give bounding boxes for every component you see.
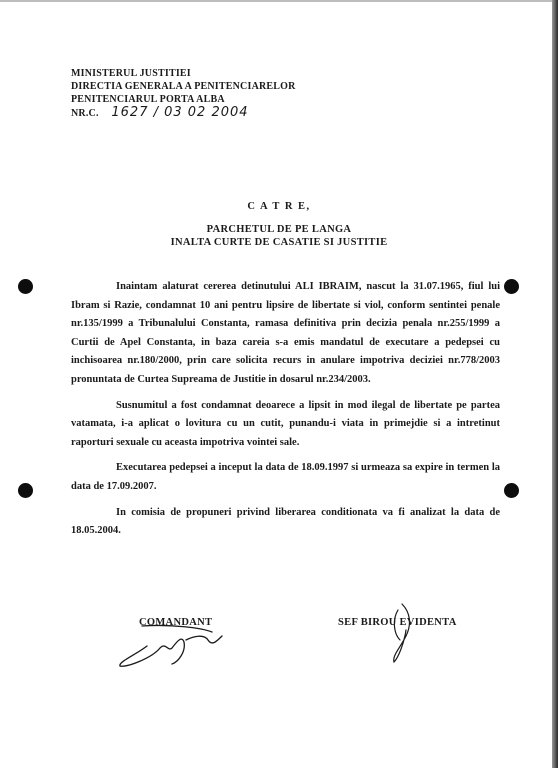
ministry-name: MINISTERUL JUSTITIEI bbox=[71, 68, 191, 79]
commander-signature bbox=[112, 618, 242, 678]
recipient-line-1: PARCHETUL DE PE LANGA bbox=[206, 224, 352, 235]
registration-label: NR.C. bbox=[71, 108, 99, 119]
punch-hole-bottom-left bbox=[18, 483, 33, 498]
body-paragraph: Executarea pedepsei a inceput la data de 18.09.1997 si urmeaza sa expire in termen la data de 17.09.2007. bbox=[71, 462, 500, 492]
commander-title: COMANDANT bbox=[139, 617, 213, 628]
punch-hole-top-right bbox=[504, 279, 519, 294]
body-paragraph: Inaintam alaturat cererea detinutului ALI IBRAIM, nascut la 31.07.1965, fiul lui Ibram si Razie, condamnat 10 ani pentru lipsire de libertate si viol, conform sentintei penale nr.135/1999 a Tribunalului Constanta, ramasa definitiva prin decizia penala nr.255/1999 a Curtii de Apel Constanta, in baza careia s-a emis mandatul de executare a pedepsei cu inchisoarea nr.180/2000, prin care solicita recurs in anulare impotriva deciziei nr.778/2003 pronuntata de Curtea Supreama de Justitie in dosarul nr.234/2003. bbox=[71, 281, 500, 385]
registration-number bbox=[71, 106, 296, 119]
directorate-name: DIRECTIA GENERALA A PENITENCIARELOR bbox=[71, 81, 296, 92]
letterhead bbox=[71, 67, 296, 119]
letter-body bbox=[71, 278, 500, 548]
records-chief-signature bbox=[380, 600, 430, 670]
records-chief-title: SEF BIROU EVIDENTA bbox=[338, 617, 457, 628]
scan-right-edge bbox=[552, 0, 558, 768]
recipient-salutation: C A T R E, bbox=[247, 201, 311, 212]
body-paragraph: Susnumitul a fost condamnat deoarece a lipsit in mod ilegal de libertate pe partea vatamata, i-a aplicat o lovitura cu un cutit, punandu-i viata in primejdie si a intretinut raporturi sexuale cu aceasta impotriva vointei sale. bbox=[71, 399, 500, 448]
penitentiary-name: PENITENCIARUL PORTA ALBA bbox=[71, 94, 225, 105]
scan-top-edge bbox=[0, 0, 558, 2]
punch-hole-top-left bbox=[18, 279, 33, 294]
body-paragraph: In comisia de propuneri privind liberarea conditionata va fi analizat la data de 18.05.2004. bbox=[71, 506, 500, 537]
punch-hole-bottom-right bbox=[504, 483, 519, 498]
recipient-line-2: INALTA CURTE DE CASATIE SI JUSTITIE bbox=[170, 237, 388, 248]
registration-handwritten: 1627 / 03 02 2004 bbox=[111, 105, 249, 120]
